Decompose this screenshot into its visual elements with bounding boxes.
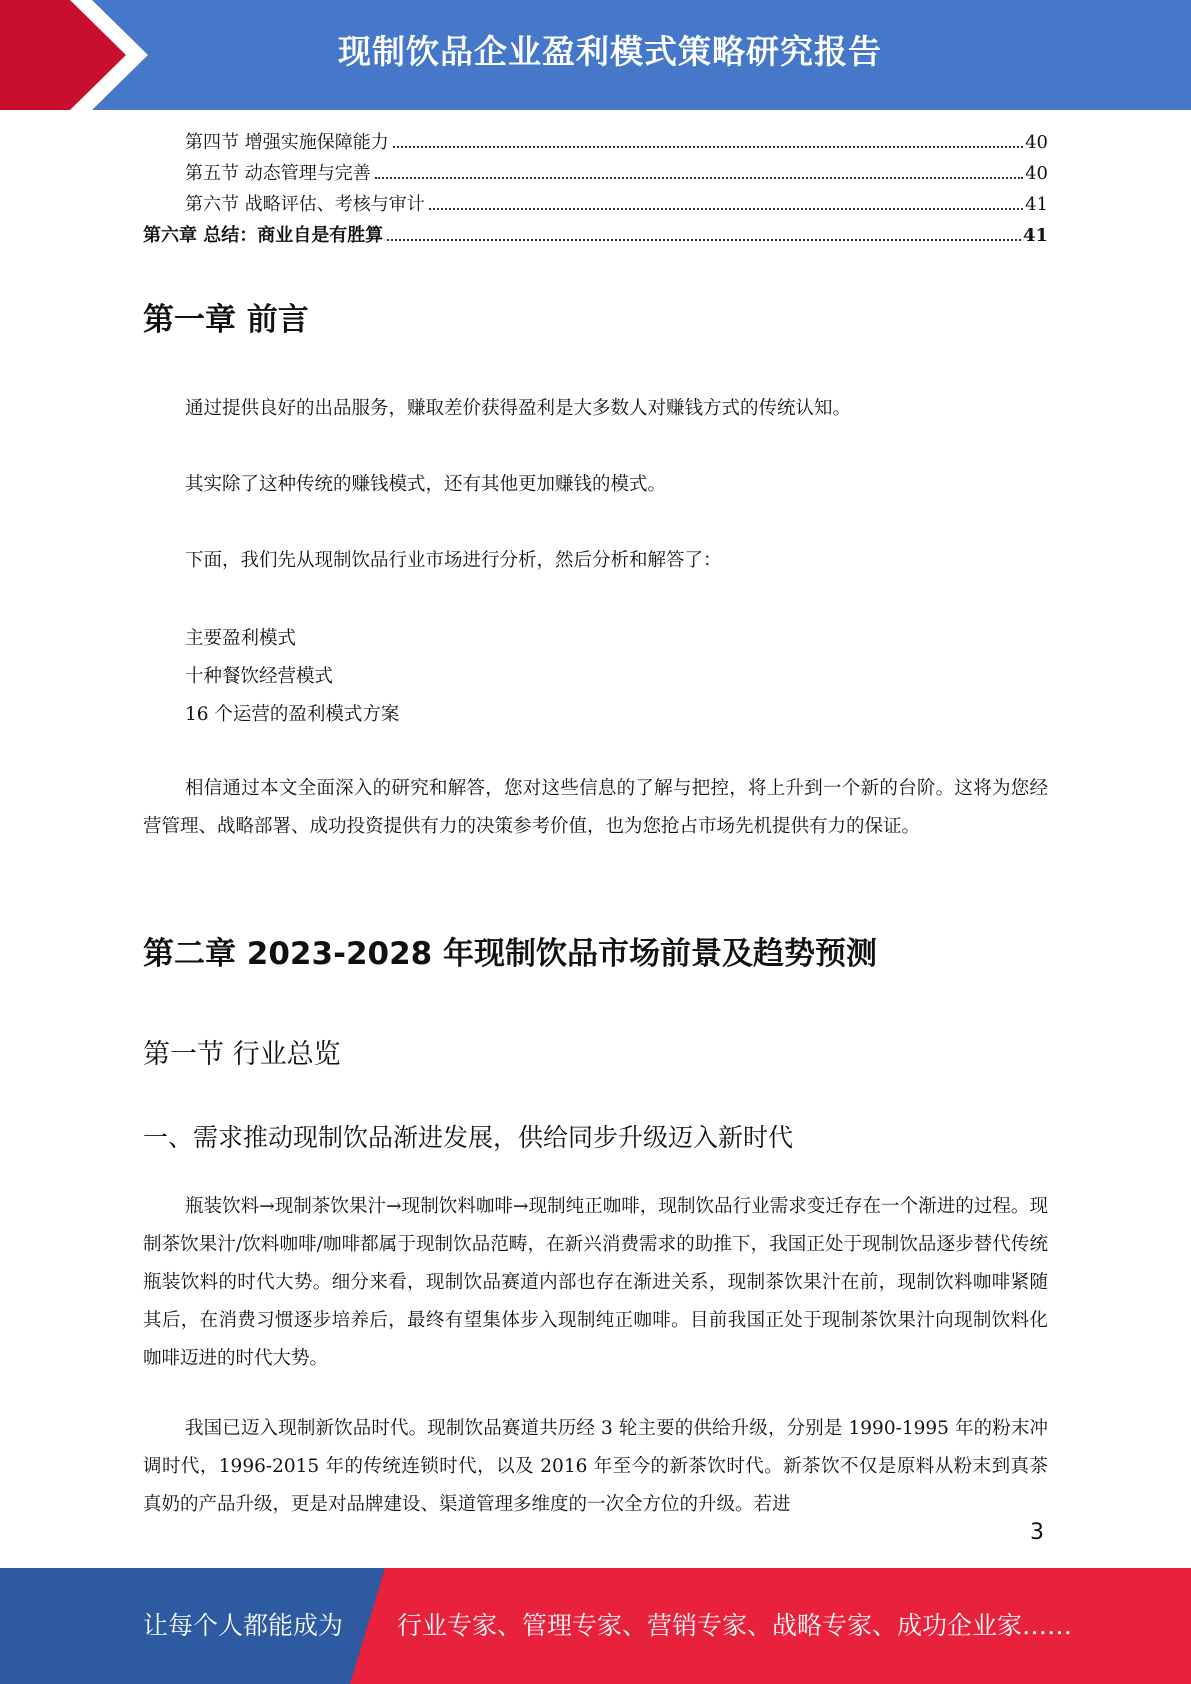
toc-leader-dots bbox=[393, 146, 1023, 148]
toc-leader-dots bbox=[375, 177, 1023, 179]
toc-entry[interactable] bbox=[143, 190, 1048, 221]
footer-slogan-right: 行业专家、管理专家、营销专家、战略专家、成功企业家…… bbox=[397, 1611, 1073, 1640]
chapter-1-paragraph-1: 通过提供良好的出品服务，赚取差价获得盈利是大多数人对赚钱方式的传统认知。 bbox=[185, 398, 852, 419]
page-number: 3 bbox=[1030, 1520, 1044, 1545]
footer-slogan-left: 让每个人都能成为 bbox=[143, 1611, 344, 1640]
toc-entry-page: 41 bbox=[1025, 194, 1048, 215]
header-arrow-decoration bbox=[0, 0, 300, 110]
chapter-2-paragraph-2: 我国已迈入现制新饮品时代。现制饮品赛道共历经 3 轮主要的供给升级，分别是 1990-1995 年的粉末冲调时代，1996-2015 年的传统连锁时代，以及 2016 年至今的新茶饮时代。新茶饮不仅是原料从粉末到真茶真奶的产品升级，更是对品牌建设、渠道管理多维度的一次全方位的升级。若进 bbox=[143, 1418, 1048, 1515]
page-footer bbox=[0, 1568, 1191, 1684]
page-header bbox=[0, 0, 1191, 110]
toc-leader-dots bbox=[429, 208, 1023, 210]
list-item: 主要盈利模式 bbox=[185, 628, 297, 649]
subsection-heading: 一、需求推动现制饮品渐进发展，供给同步升级迈入新时代 bbox=[143, 1123, 794, 1152]
toc-entry[interactable] bbox=[143, 128, 1048, 159]
chapter-2-heading: 第二章 2023-2028 年现制饮品市场前景及趋势预测 bbox=[143, 936, 878, 972]
list-item: 16 个运营的盈利模式方案 bbox=[185, 704, 400, 725]
chapter-1-heading: 第一章 前言 bbox=[143, 302, 309, 338]
toc-entry-label: 第六章 总结：商业自是有胜算 bbox=[143, 225, 384, 246]
toc-entry-label: 第六节 战略评估、考核与审计 bbox=[185, 194, 425, 215]
toc-entry-page: 40 bbox=[1025, 163, 1048, 184]
toc-entry-page: 41 bbox=[1022, 225, 1048, 246]
toc-entry-chapter[interactable] bbox=[143, 221, 1048, 252]
toc-leader-dots bbox=[387, 239, 1021, 241]
toc-entry-label: 第四节 增强实施保障能力 bbox=[185, 132, 389, 153]
report-title: 现制饮品企业盈利模式策略研究报告 bbox=[338, 32, 882, 71]
toc-entry-label: 第五节 动态管理与完善 bbox=[185, 163, 371, 184]
chapter-1-paragraph-2: 其实除了这种传统的赚钱模式，还有其他更加赚钱的模式。 bbox=[185, 474, 667, 495]
chapter-2-paragraph-1: 瓶装饮料→现制茶饮果汁→现制饮料咖啡→现制纯正咖啡，现制饮品行业需求变迁存在一个渐进的过程。现制茶饮果汁/饮料咖啡/咖啡都属于现制饮品范畴，在新兴消费需求的助推下，我国正处于现制饮品逐步替代传统瓶装饮料的时代大势。细分来看，现制饮品赛道内部也存在渐进关系，现制茶饮果汁在前，现制饮料咖啡紧随其后，在消费习惯逐步培养后，最终有望集体步入现制纯正咖啡。目前我国正处于现制茶饮果汁向现制饮料化咖啡迈进的时代大势。 bbox=[143, 1196, 1048, 1369]
table-of-contents bbox=[143, 128, 1048, 252]
list-item: 十种餐饮经营模式 bbox=[185, 666, 334, 687]
toc-entry-page: 40 bbox=[1025, 132, 1048, 153]
chapter-1-paragraph-4: 相信通过本文全面深入的研究和解答，您对这些信息的了解与把控，将上升到一个新的台阶。这将为您经营管理、战略部署、成功投资提供有力的决策参考价值，也为您抢占市场先机提供有力的保证。 bbox=[143, 778, 1048, 837]
toc-entry[interactable] bbox=[143, 159, 1048, 190]
chapter-1-paragraph-3: 下面，我们先从现制饮品行业市场进行分析，然后分析和解答了： bbox=[185, 550, 722, 571]
section-1-heading: 第一节 行业总览 bbox=[143, 1039, 341, 1070]
